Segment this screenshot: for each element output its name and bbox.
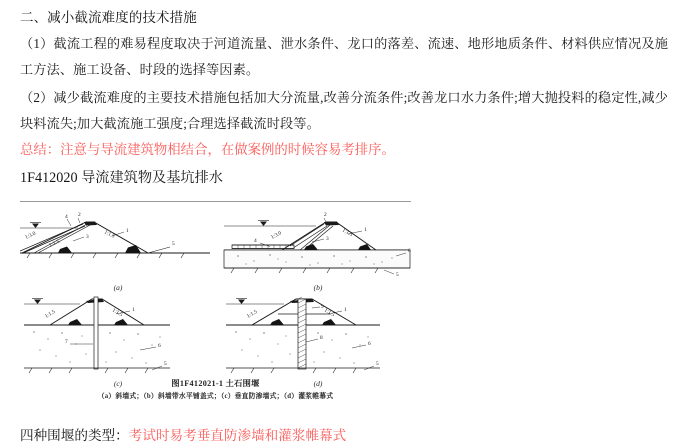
closing-red-text: 考试时易考垂直防渗墙和灌浆帷幕式 (128, 428, 347, 443)
paragraph-2-block (20, 85, 668, 136)
svg-text:3: 3 (86, 234, 89, 240)
figure-panel-a (20, 206, 216, 290)
figure-panel-d (220, 292, 416, 388)
svg-text:1:1.5: 1:1.5 (111, 307, 124, 319)
figure-panel-a-label: (a) (113, 283, 123, 292)
closing-line-block (20, 424, 668, 448)
svg-text:1:1.5: 1:1.5 (341, 227, 354, 238)
paragraph-1-block (20, 31, 668, 82)
svg-text:1:1.5: 1:1.5 (246, 309, 259, 320)
svg-text:1:1.5: 1:1.5 (48, 238, 61, 249)
svg-text:8: 8 (320, 335, 323, 341)
svg-text:2: 2 (78, 212, 81, 218)
svg-text:4: 4 (254, 238, 257, 244)
svg-text:1:1.5: 1:1.5 (323, 307, 336, 319)
paragraph-2: （2）减少截流难度的主要技术措施包括加大分流量,改善分流条件;改善龙口水力条件;增大抛投料的稳定性,减少块料流失;加大截流施工强度;合理选择截流时段等。 (20, 90, 668, 131)
svg-text:5: 5 (396, 272, 399, 278)
svg-text:6: 6 (408, 248, 411, 254)
closing-label: 四种围堰的类型： (20, 428, 129, 443)
svg-text:6: 6 (158, 343, 161, 349)
svg-text:2: 2 (324, 212, 327, 218)
figure-panel-b-label: (b) (313, 283, 323, 292)
svg-text:1:3.0: 1:3.0 (270, 230, 283, 241)
section-heading-block (20, 6, 668, 30)
svg-text:1: 1 (132, 307, 135, 313)
svg-text:1: 1 (364, 227, 367, 233)
svg-text:1: 1 (344, 307, 347, 313)
svg-text:4: 4 (65, 214, 68, 220)
svg-text:9: 9 (321, 304, 324, 310)
figure-caption: 图1F412021-1 土石围堰 (171, 379, 260, 388)
svg-text:6: 6 (368, 341, 371, 347)
svg-text:5: 5 (164, 361, 167, 367)
section-heading: 二、减小截流难度的技术措施 (20, 10, 197, 25)
svg-text:5: 5 (172, 241, 175, 247)
figure-panel-c-label: (c) (113, 379, 123, 388)
closing-line (20, 424, 668, 448)
figure-earth-rock-cofferdam (20, 198, 418, 406)
summary-note: 总结：注意与导流建筑物相结合，在做案例的时候容易考排序。 (20, 142, 395, 157)
svg-text:7: 7 (65, 339, 68, 345)
svg-text:1:3.0: 1:3.0 (24, 230, 37, 241)
svg-text:3: 3 (326, 236, 329, 242)
svg-text:1:1.5: 1:1.5 (103, 229, 116, 240)
figure-top-rule (20, 201, 411, 202)
svg-text:1: 1 (126, 228, 129, 234)
chapter-code: 1F412020 导流建筑物及基坑排水 (20, 170, 223, 186)
chapter-code-block (20, 166, 668, 191)
figure-sub-caption: （a）斜墙式；（b）斜墙带水平铺盖式；（c）垂直防渗墙式；（d）灌浆帷幕式 (97, 393, 334, 400)
figure-panel-d-label: (d) (313, 379, 323, 388)
figure-panel-b (220, 206, 416, 290)
paragraph-1: （1）截流工程的难易程度取决于河道流量、泄水条件、龙口的落差、流速、地形地质条件、材料供应情况及施工方法、施工设备、时段的选择等因素。 (20, 36, 668, 77)
summary-note-block (20, 138, 668, 162)
svg-text:5: 5 (376, 361, 379, 367)
svg-text:1:1.5: 1:1.5 (44, 309, 57, 320)
